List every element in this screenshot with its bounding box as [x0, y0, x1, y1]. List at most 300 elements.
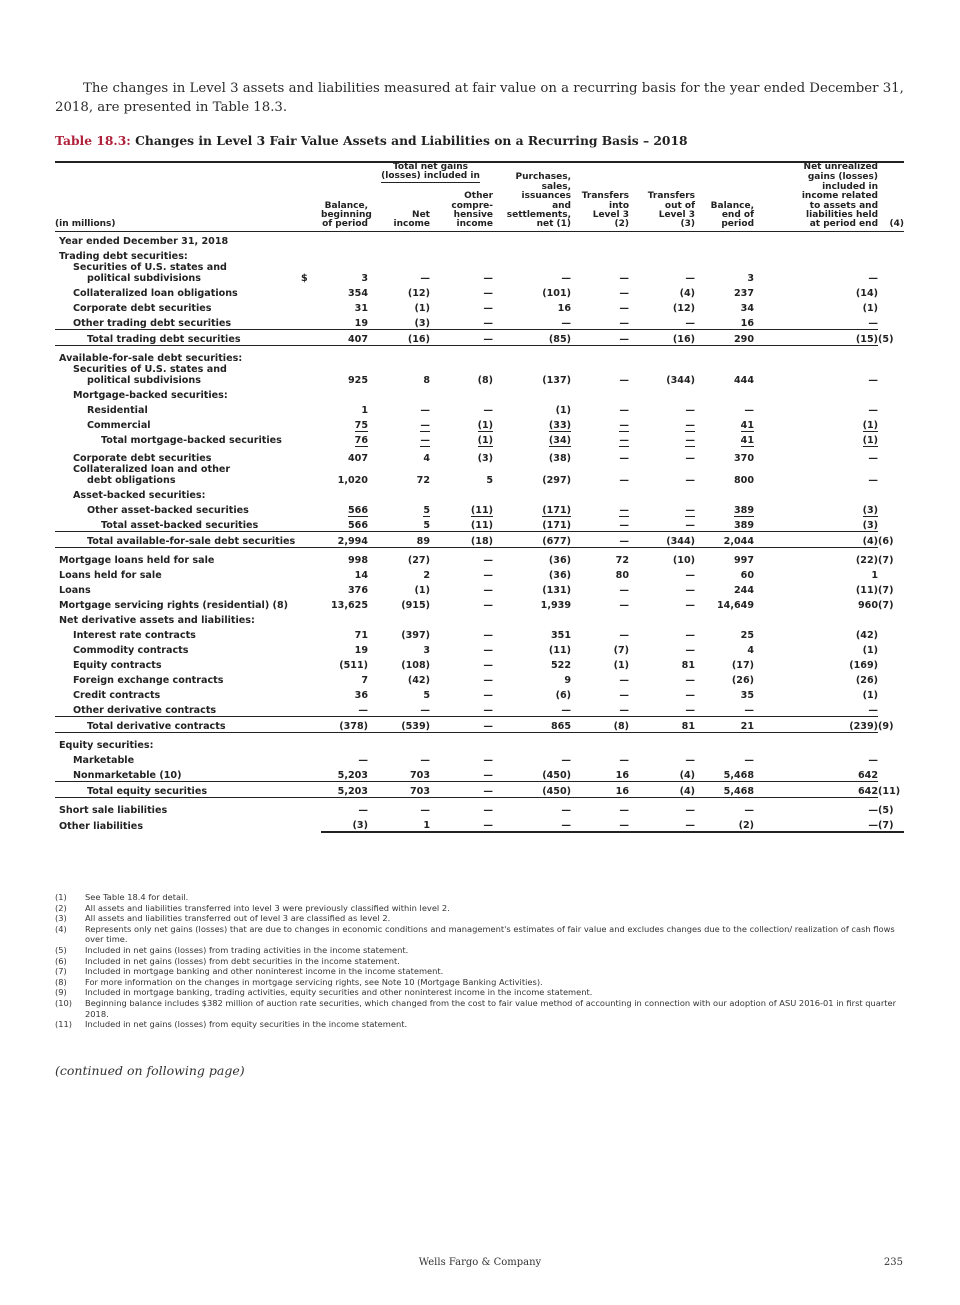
row-label-text: Commodity contracts — [73, 644, 189, 656]
cell-value: — — [685, 584, 696, 596]
cell-value: 389 — [733, 519, 755, 531]
cell-value: — — [358, 704, 368, 716]
value-cell — [430, 551, 493, 566]
cell-value: — — [420, 404, 430, 416]
currency-cell — [301, 349, 321, 364]
row-footnote-ref — [878, 486, 904, 501]
cell-value: — — [483, 272, 494, 284]
value-cell — [629, 516, 695, 532]
cell-value: (36) — [548, 554, 572, 566]
currency-cell — [301, 531, 321, 547]
value-cell — [321, 781, 368, 797]
cell-value: — — [483, 317, 494, 329]
row-label-text-cont: political subdivisions — [87, 272, 201, 284]
cell-value: — — [483, 404, 494, 416]
cell-value: 21 — [740, 720, 755, 732]
row-label — [55, 401, 301, 416]
cell-value: — — [619, 804, 630, 816]
value-cell — [695, 766, 754, 782]
cell-value: — — [619, 302, 630, 314]
value-cell — [430, 501, 493, 516]
cell-value: — — [868, 452, 879, 464]
value-cell — [754, 816, 878, 832]
value-cell — [321, 656, 368, 671]
col-transfers-out-header-line: Transfers — [647, 191, 696, 202]
currency-cell — [301, 431, 321, 446]
value-cell — [321, 299, 368, 314]
footnote-number: (8) — [55, 976, 67, 987]
row-label — [55, 551, 301, 566]
value-cell — [629, 386, 695, 401]
value-cell — [695, 656, 754, 671]
value-cell — [430, 566, 493, 581]
cell-value: (18) — [470, 535, 494, 547]
cell-value: — — [744, 754, 755, 766]
cell-value: 19 — [354, 644, 368, 656]
value-cell — [368, 231, 430, 247]
value-cell — [321, 386, 368, 401]
cell-value: — — [685, 419, 696, 431]
footnote-number: (6) — [55, 955, 67, 966]
value-cell — [571, 736, 629, 751]
value-cell — [695, 781, 754, 797]
value-cell — [571, 551, 629, 566]
cell-value: (108) — [401, 659, 430, 671]
col-transfers-into-header-line: Level 3 — [592, 210, 630, 221]
col-net-unrealized-header-line: liabilities held — [806, 210, 879, 221]
value-cell — [754, 641, 878, 656]
table-row — [55, 299, 904, 314]
value-cell — [368, 641, 430, 656]
col-purchases-sales-header-line: issuances — [521, 191, 572, 202]
value-cell — [754, 751, 878, 766]
footnote-text: Included in mortgage banking and other noninterest income in the income statement. — [85, 966, 444, 977]
value-cell — [493, 671, 571, 686]
cell-value: — — [619, 819, 630, 831]
cell-value: (16) — [672, 333, 696, 345]
header-row — [55, 172, 904, 182]
value-cell — [629, 449, 695, 464]
cell-value: — — [685, 599, 696, 611]
value-cell — [754, 314, 878, 330]
cell-value: 3 — [747, 272, 755, 284]
value-cell — [695, 284, 754, 299]
row-footnote-ref — [878, 751, 904, 766]
footnote-text: Included in net gains (losses) from equity securities in the income statement. — [85, 1019, 408, 1030]
value-cell — [629, 581, 695, 596]
value-cell — [368, 314, 430, 330]
value-cell — [571, 596, 629, 611]
cell-value: — — [420, 419, 430, 431]
footnote-text: See Table 18.4 for detail. — [85, 892, 189, 902]
units-label: (in millions) — [55, 219, 116, 230]
value-cell — [493, 581, 571, 596]
value-cell — [571, 247, 629, 262]
value-cell — [493, 701, 571, 717]
value-cell — [571, 416, 629, 431]
row-footnote-ref — [878, 566, 904, 581]
value-cell — [695, 449, 754, 464]
value-cell — [629, 686, 695, 701]
cell-value: (11) — [470, 519, 494, 531]
value-cell — [695, 516, 754, 532]
value-cell — [493, 449, 571, 464]
cell-value: 71 — [354, 629, 368, 641]
row-label-text: Residential — [87, 404, 148, 416]
row-label — [55, 751, 301, 766]
value-cell — [629, 262, 695, 284]
cell-value: (8) — [477, 374, 494, 386]
value-cell — [754, 501, 878, 516]
row-footnote-ref — [878, 611, 904, 626]
unrealized-footnote-ref: (4) — [889, 219, 905, 230]
cell-value: — — [685, 474, 696, 486]
currency-symbol: $ — [301, 272, 308, 284]
table-number: Table 18.3: — [55, 133, 131, 148]
row-footnote-ref — [878, 736, 904, 751]
cell-value: — — [561, 819, 572, 831]
value-cell — [430, 816, 493, 832]
cell-value: 19 — [354, 317, 368, 329]
group-label-line: Total net gains — [392, 162, 469, 172]
value-cell — [368, 581, 430, 596]
cell-value: — — [744, 404, 755, 416]
table-body — [55, 231, 904, 832]
cell-value: — — [483, 599, 494, 611]
currency-cell — [301, 716, 321, 732]
cell-value: 81 — [681, 659, 696, 671]
value-cell — [754, 801, 878, 816]
currency-cell — [301, 464, 321, 486]
cell-value: (4) — [862, 535, 879, 547]
value-cell — [629, 611, 695, 626]
header-row — [55, 220, 904, 231]
footnote-number: (3) — [55, 913, 67, 924]
col-net-unrealized-header — [754, 220, 878, 231]
row-label-text: Available-for-sale debt securities: — [59, 352, 243, 364]
col-balance-beginning-header-line: of period — [322, 219, 368, 230]
footnote-text: All assets and liabilities transferred into level 3 were previously classified within level 2. — [85, 902, 450, 913]
value-cell — [430, 611, 493, 626]
value-cell — [571, 284, 629, 299]
value-cell — [754, 329, 878, 345]
header-fn-cell — [878, 163, 904, 172]
value-cell — [695, 611, 754, 626]
header-units-cell — [55, 202, 301, 211]
col-net-income-header-line: income — [393, 219, 430, 230]
cell-value: 5 — [423, 519, 430, 531]
value-cell — [629, 641, 695, 656]
value-cell — [629, 566, 695, 581]
currency-cell — [301, 284, 321, 299]
row-label-text: Net derivative assets and liabilities: — [59, 614, 255, 626]
value-cell — [493, 516, 571, 532]
value-cell — [571, 431, 629, 446]
footnote-number: (7) — [55, 966, 67, 977]
value-cell — [321, 816, 368, 832]
row-label-text: Nonmarketable (10) — [73, 769, 182, 781]
cell-value: (2) — [738, 819, 755, 831]
cell-value: (26) — [855, 674, 879, 686]
cell-value: — — [685, 674, 696, 686]
cell-value: (34) — [548, 434, 572, 446]
value-cell — [430, 486, 493, 501]
section-heading-row — [55, 231, 904, 247]
row-label — [55, 431, 301, 446]
row-label-text: Year ended December 31, 2018 — [59, 235, 229, 247]
col-net-income-header — [368, 183, 430, 192]
value-cell — [571, 516, 629, 532]
value-cell — [754, 656, 878, 671]
footnote-number: (1) — [55, 892, 67, 902]
cell-value: (3) — [862, 519, 879, 531]
cell-value: 960 — [857, 599, 879, 611]
header-cur-cell — [301, 192, 321, 201]
value-cell — [571, 686, 629, 701]
currency-cell — [301, 314, 321, 330]
cell-value: 566 — [347, 504, 368, 516]
row-label-text: Other derivative contracts — [73, 704, 217, 716]
footnote-number: (4) — [55, 923, 67, 934]
value-cell — [368, 464, 430, 486]
col-net-income-header-line: Net — [412, 210, 430, 221]
table-row — [55, 671, 904, 686]
row-label-text: Loans held for sale — [59, 569, 162, 581]
cell-value: 2,044 — [723, 535, 755, 547]
value-cell — [368, 611, 430, 626]
currency-cell — [301, 566, 321, 581]
row-label — [55, 566, 301, 581]
value-cell — [695, 686, 754, 701]
value-cell — [754, 686, 878, 701]
cell-value: 36 — [354, 689, 368, 701]
value-cell — [321, 596, 368, 611]
cell-value: — — [619, 689, 630, 701]
row-label — [55, 716, 301, 732]
value-cell — [368, 716, 430, 732]
row-label-text: Collateralized loan and other — [73, 463, 231, 475]
value-cell — [754, 531, 878, 547]
cell-value: — — [868, 374, 879, 386]
currency-cell — [301, 596, 321, 611]
value-cell — [571, 656, 629, 671]
value-cell — [368, 501, 430, 516]
footnote-ref: (6) — [878, 536, 894, 548]
row-footnote-ref — [878, 231, 904, 247]
value-cell — [754, 551, 878, 566]
value-cell — [695, 736, 754, 751]
value-cell — [368, 299, 430, 314]
value-cell — [321, 766, 368, 782]
value-cell — [430, 531, 493, 547]
value-cell — [368, 386, 430, 401]
value-cell — [493, 816, 571, 832]
cell-value: 4 — [747, 644, 755, 656]
cell-value: — — [685, 644, 696, 656]
value-cell — [321, 262, 368, 284]
header-fn-cell — [878, 183, 904, 192]
value-cell — [571, 501, 629, 516]
col-net-unrealized-header-line: income related — [801, 191, 879, 202]
value-cell — [430, 314, 493, 330]
currency-cell — [301, 386, 321, 401]
value-cell — [754, 464, 878, 486]
cell-value: — — [561, 317, 572, 329]
value-cell — [695, 501, 754, 516]
header-cur-cell — [301, 183, 321, 192]
value-cell — [629, 314, 695, 330]
col-balance-end-header — [695, 172, 754, 182]
value-cell — [629, 401, 695, 416]
value-cell — [321, 736, 368, 751]
value-cell — [754, 581, 878, 596]
cell-value: — — [685, 689, 696, 701]
value-cell — [321, 247, 368, 262]
cell-value: 642 — [857, 769, 879, 781]
value-cell — [629, 766, 695, 782]
cell-value: 72 — [615, 554, 630, 566]
value-cell — [695, 531, 754, 547]
value-cell — [430, 247, 493, 262]
table-row — [55, 596, 904, 611]
cell-value: — — [868, 819, 879, 831]
value-cell — [493, 626, 571, 641]
footnotes — [55, 892, 905, 1030]
value-cell — [695, 401, 754, 416]
value-cell — [695, 641, 754, 656]
cell-value: — — [619, 287, 630, 299]
table-row — [55, 364, 904, 386]
value-cell — [368, 329, 430, 345]
row-label — [55, 641, 301, 656]
currency-cell — [301, 262, 321, 284]
cell-value: 865 — [550, 720, 572, 732]
value-cell — [629, 486, 695, 501]
value-cell — [629, 596, 695, 611]
value-cell — [493, 349, 571, 364]
value-cell — [430, 431, 493, 446]
level3-data-table — [55, 163, 904, 833]
currency-cell — [301, 247, 321, 262]
value-cell — [754, 516, 878, 532]
value-cell — [571, 349, 629, 364]
footnote — [55, 924, 905, 945]
value-cell — [629, 501, 695, 516]
cell-value: (4) — [679, 287, 696, 299]
cell-value: (1) — [862, 419, 879, 431]
col-net-income-header — [368, 192, 430, 201]
row-footnote-ref — [878, 449, 904, 464]
cell-value: — — [483, 804, 494, 816]
currency-cell — [301, 686, 321, 701]
header-units-cell — [55, 192, 301, 201]
row-label-text: Securities of U.S. states and — [73, 363, 227, 375]
row-footnote-ref — [878, 349, 904, 364]
row-footnote-ref — [878, 516, 904, 532]
header-fn-cell — [878, 202, 904, 211]
value-cell — [754, 262, 878, 284]
value-cell — [695, 416, 754, 431]
currency-cell — [301, 766, 321, 782]
row-footnote-ref — [878, 284, 904, 299]
value-cell — [321, 531, 368, 547]
value-cell — [368, 486, 430, 501]
value-cell — [493, 766, 571, 782]
cell-value: 389 — [733, 504, 755, 516]
row-label-text: Mortgage servicing rights (residential) (8) — [59, 599, 288, 611]
value-cell — [629, 349, 695, 364]
currency-cell — [301, 751, 321, 766]
row-label-text: Total trading debt securities — [87, 333, 241, 345]
row-label — [55, 626, 301, 641]
row-label — [55, 416, 301, 431]
value-cell — [571, 581, 629, 596]
footnote-ref: (7) — [878, 584, 894, 596]
currency-cell — [301, 656, 321, 671]
value-cell — [368, 656, 430, 671]
row-footnote-ref — [878, 671, 904, 686]
continued-note: (continued on following page) — [55, 1063, 245, 1078]
total-row — [55, 716, 904, 732]
row-label — [55, 231, 301, 247]
cell-value: 444 — [733, 374, 755, 386]
value-cell — [695, 596, 754, 611]
cell-value: — — [619, 599, 630, 611]
row-label-text: Other liabilities — [59, 820, 144, 832]
row-label-text: Collateralized loan obligations — [73, 287, 238, 299]
cell-value: (297) — [542, 474, 572, 486]
cell-value: 2,994 — [337, 535, 368, 547]
cell-value: (131) — [542, 584, 572, 596]
cell-value: (3) — [414, 317, 430, 329]
cell-value: — — [868, 317, 879, 329]
cell-value: 5 — [486, 474, 494, 486]
col-net-unrealized-header-line: to assets and — [809, 200, 879, 211]
value-cell — [695, 486, 754, 501]
cell-value: — — [358, 754, 368, 766]
value-cell — [695, 671, 754, 686]
cell-value: — — [483, 659, 494, 671]
cell-value: (38) — [548, 452, 572, 464]
value-cell — [629, 284, 695, 299]
value-cell — [493, 299, 571, 314]
footnote-ref: (7) — [878, 599, 894, 611]
value-cell — [629, 751, 695, 766]
header-cur-cell — [301, 163, 321, 172]
row-footnote-ref — [878, 314, 904, 330]
cell-value: 31 — [354, 302, 368, 314]
cell-value: — — [685, 804, 696, 816]
cell-value: — — [685, 704, 696, 716]
value-cell — [493, 314, 571, 330]
value-cell — [321, 486, 368, 501]
value-cell — [629, 299, 695, 314]
value-cell — [368, 626, 430, 641]
table-header — [55, 163, 904, 231]
total-row — [55, 329, 904, 345]
cell-value: 25 — [740, 629, 755, 641]
value-cell — [321, 551, 368, 566]
value-cell — [695, 431, 754, 446]
value-cell — [493, 431, 571, 446]
row-label-text: Loans — [59, 584, 91, 596]
cell-value: (171) — [542, 504, 572, 516]
value-cell — [368, 247, 430, 262]
level3-table — [55, 161, 904, 833]
value-cell — [493, 262, 571, 284]
value-cell — [571, 262, 629, 284]
cell-value: — — [619, 434, 630, 446]
